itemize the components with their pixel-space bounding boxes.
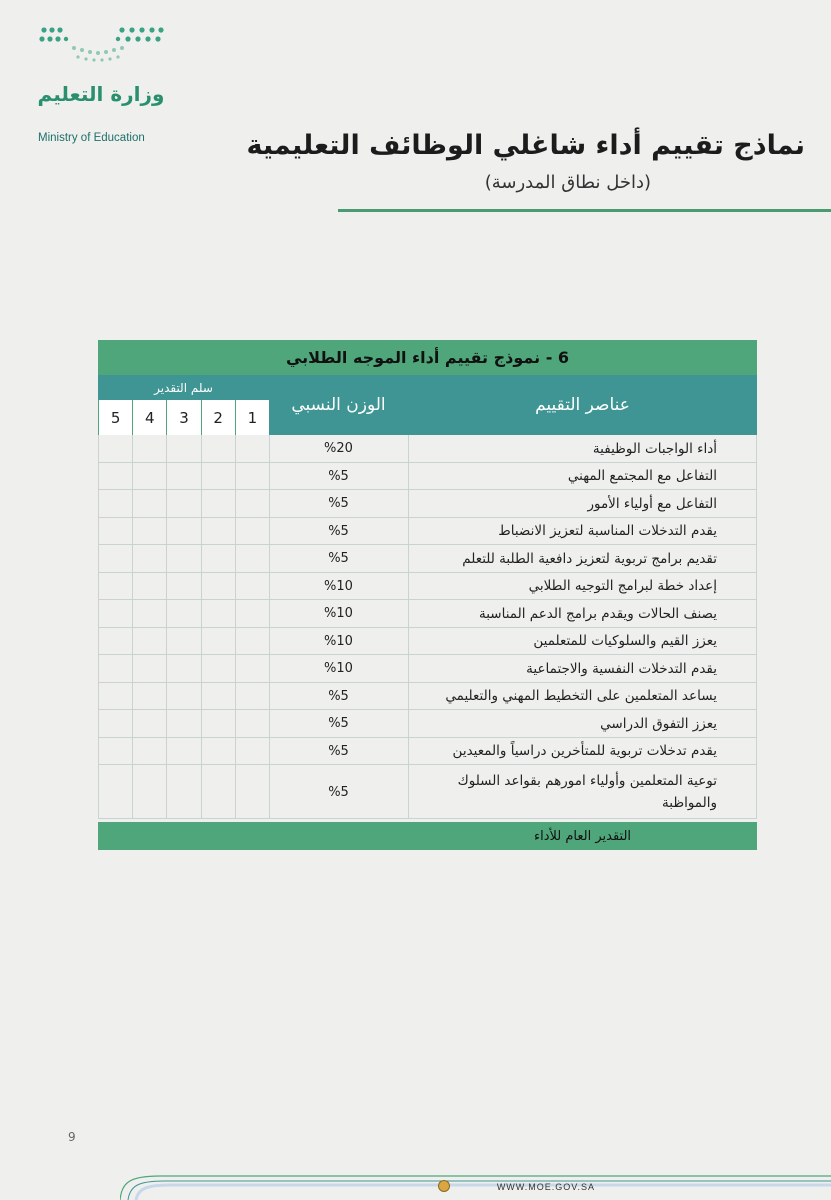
rating-cell[interactable]	[166, 655, 200, 683]
rating-cell[interactable]	[98, 463, 132, 491]
rating-cell[interactable]	[98, 573, 132, 601]
row-weight: %5	[328, 743, 349, 759]
column-divider	[132, 435, 133, 819]
row-element-text: يقدم التدخلات المناسبة لتعزيز الانضباط	[498, 523, 717, 540]
globe-icon	[438, 1180, 450, 1192]
row-element-text: أداء الواجبات الوظيفية	[592, 440, 717, 457]
rating-cell[interactable]	[166, 738, 200, 766]
row-weight: %5	[328, 468, 349, 484]
column-divider	[98, 435, 99, 819]
footer-decoration	[120, 1172, 831, 1200]
overall-rating-value	[98, 822, 408, 850]
row-element-text: يعزز القيم والسلوكيات للمتعلمين	[533, 633, 717, 650]
logo-english-text: Ministry of Education	[38, 132, 145, 144]
column-divider	[235, 435, 236, 819]
rating-cell[interactable]	[98, 683, 132, 711]
row-element-text: تقديم برامج تربوية لتعزيز دافعية الطلبة للتعلم	[462, 550, 717, 567]
rating-cell[interactable]	[166, 765, 200, 819]
table-row	[98, 545, 757, 573]
row-weight: %5	[328, 523, 349, 539]
logo-arabic-text: وزارة التعليم	[37, 82, 165, 106]
rating-cell[interactable]	[132, 490, 166, 518]
rating-cell[interactable]	[201, 765, 235, 819]
rating-cell[interactable]	[132, 738, 166, 766]
rating-cell[interactable]	[98, 655, 132, 683]
row-weight: %10	[324, 633, 353, 649]
rating-cell[interactable]	[98, 545, 132, 573]
row-element-text: التفاعل مع المجتمع المهني	[567, 468, 717, 485]
rating-cell[interactable]	[166, 435, 200, 463]
page-number: 9	[68, 1130, 76, 1144]
rating-cell[interactable]	[132, 545, 166, 573]
evaluation-table	[98, 340, 757, 850]
rating-cell[interactable]	[98, 518, 132, 546]
rating-cell[interactable]	[132, 573, 166, 601]
rating-cell[interactable]	[201, 435, 235, 463]
rating-cell[interactable]	[235, 600, 269, 628]
table-row	[98, 655, 757, 683]
column-divider	[408, 435, 409, 819]
rating-cell[interactable]	[166, 710, 200, 738]
rating-cell[interactable]	[235, 518, 269, 546]
row-weight: %10	[324, 661, 353, 677]
row-weight: %5	[328, 716, 349, 732]
column-divider	[756, 435, 757, 819]
header-elements: عناصر التقييم	[408, 375, 757, 435]
rating-cell[interactable]	[235, 628, 269, 656]
row-element-text: توعية المتعلمين وأولياء امورهم بقواعد السلوك والمواظبة	[457, 773, 717, 811]
rating-cell[interactable]	[201, 710, 235, 738]
rating-cell[interactable]	[98, 490, 132, 518]
table-row	[98, 463, 757, 491]
rating-cell[interactable]	[132, 683, 166, 711]
rating-cell[interactable]	[132, 600, 166, 628]
row-element-text: يعزز التفوق الدراسي	[600, 715, 717, 732]
document-title: نماذج تقييم أداء شاغلي الوظائف التعليمية	[246, 130, 805, 161]
rating-cell[interactable]	[235, 655, 269, 683]
rating-cell[interactable]	[132, 655, 166, 683]
rating-cell[interactable]	[235, 573, 269, 601]
rating-cell[interactable]	[201, 545, 235, 573]
scale-level-header: 2	[201, 400, 235, 435]
rating-cell[interactable]	[132, 710, 166, 738]
rating-cell[interactable]	[98, 600, 132, 628]
rating-cell[interactable]	[201, 573, 235, 601]
document-subtitle: (داخل نطاق المدرسة)	[484, 172, 651, 193]
column-divider	[201, 435, 202, 819]
row-element-text: يساعد المتعلمين على التخطيط المهني والتعليمي	[445, 688, 717, 705]
table-caption: 6 - نموذج تقييم أداء الموجه الطلابي	[98, 340, 757, 375]
title-divider	[338, 209, 831, 212]
row-element-text: يقدم تدخلات تربوية للمتأخرين دراسياً والمعيدين	[452, 743, 717, 760]
rating-cell[interactable]	[235, 545, 269, 573]
table-row	[98, 490, 757, 518]
rating-cell[interactable]	[235, 710, 269, 738]
row-weight: %10	[324, 606, 353, 622]
rating-cell[interactable]	[235, 463, 269, 491]
rating-cell[interactable]	[166, 545, 200, 573]
table-row	[98, 600, 757, 628]
rating-cell[interactable]	[98, 628, 132, 656]
rating-cell[interactable]	[201, 463, 235, 491]
rating-cell[interactable]	[201, 518, 235, 546]
scale-level-header: 5	[98, 400, 132, 435]
row-element-text: إعداد خطة لبرامج التوجيه الطلابي	[528, 578, 717, 595]
row-weight: %20	[324, 441, 353, 457]
table-row	[98, 765, 757, 819]
row-weight: %5	[328, 784, 349, 800]
rating-cell[interactable]	[98, 435, 132, 463]
rating-cell[interactable]	[201, 490, 235, 518]
rating-cell[interactable]	[235, 435, 269, 463]
rating-cell[interactable]	[235, 765, 269, 819]
rating-cell[interactable]	[132, 765, 166, 819]
header-weight: الوزن النسبي	[269, 375, 408, 435]
rating-cell[interactable]	[201, 600, 235, 628]
logo-dots-icon	[38, 26, 166, 64]
rating-cell[interactable]	[166, 490, 200, 518]
rating-cell[interactable]	[235, 490, 269, 518]
rating-cell[interactable]	[201, 738, 235, 766]
row-weight: %5	[328, 551, 349, 567]
header-scale: سلم التقدير	[98, 375, 269, 400]
rating-cell[interactable]	[166, 628, 200, 656]
table-row	[98, 573, 757, 601]
table-row	[98, 738, 757, 766]
rating-cell[interactable]	[166, 463, 200, 491]
column-divider	[269, 435, 270, 819]
rating-cell[interactable]	[235, 738, 269, 766]
rating-cell[interactable]	[98, 710, 132, 738]
row-weight: %10	[324, 578, 353, 594]
rating-cell[interactable]	[166, 600, 200, 628]
rating-cell[interactable]	[201, 628, 235, 656]
overall-rating-label: التقدير العام للأداء	[408, 822, 757, 850]
rating-cell[interactable]	[98, 765, 132, 819]
rating-cell[interactable]	[132, 463, 166, 491]
rating-cell[interactable]	[166, 573, 200, 601]
rating-cell[interactable]	[132, 435, 166, 463]
table-row	[98, 518, 757, 546]
rating-cell[interactable]	[166, 683, 200, 711]
row-element-text: يقدم التدخلات النفسية والاجتماعية	[526, 660, 717, 677]
column-divider	[166, 435, 167, 819]
rating-cell[interactable]	[235, 683, 269, 711]
footer-url[interactable]: WWW.MOE.GOV.SA	[496, 1182, 595, 1192]
rating-cell[interactable]	[201, 655, 235, 683]
rating-cell[interactable]	[98, 738, 132, 766]
row-element-text: التفاعل مع أولياء الأمور	[587, 495, 717, 512]
rating-cell[interactable]	[132, 518, 166, 546]
row-weight: %5	[328, 688, 349, 704]
rating-cell[interactable]	[166, 518, 200, 546]
scale-level-header: 1	[235, 400, 269, 435]
rating-cell[interactable]	[201, 683, 235, 711]
table-row	[98, 435, 757, 463]
table-row	[98, 628, 757, 656]
row-weight: %5	[328, 496, 349, 512]
table-row	[98, 683, 757, 711]
scale-level-header: 3	[166, 400, 200, 435]
rating-cell[interactable]	[132, 628, 166, 656]
table-row	[98, 710, 757, 738]
scale-level-header: 4	[132, 400, 166, 435]
row-element-text: يصنف الحالات ويقدم برامج الدعم المناسبة	[479, 605, 717, 622]
row-divider	[98, 818, 757, 819]
